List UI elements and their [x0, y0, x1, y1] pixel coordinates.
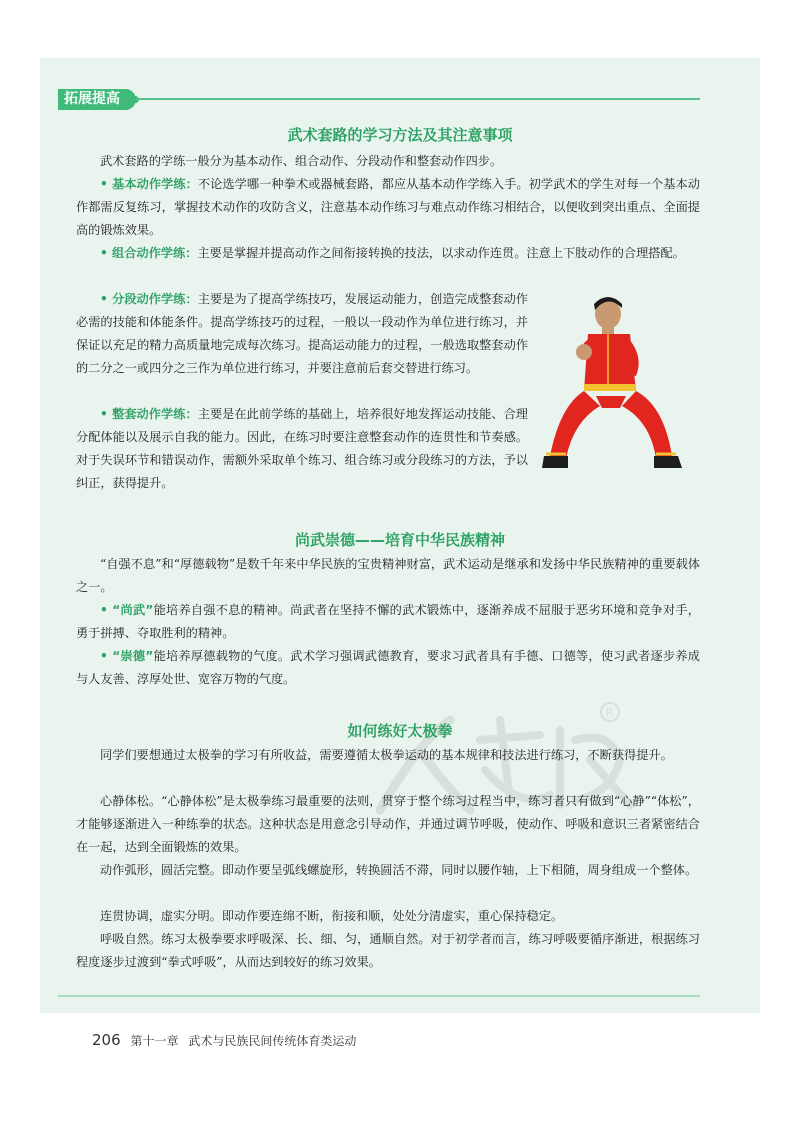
- item-text: 不论选学哪一种拳术或器械套路，都应从基本动作学练入手。初学武术的学生对每一个基本动作都需反复练习，掌握技术动作的攻防含义，注意基本动作练习与难点动作练习相结合，以便收到突出重点、全面提高的锻炼效果。: [76, 177, 700, 237]
- tag-divider: [136, 98, 700, 100]
- item-chongde: [76, 645, 700, 691]
- item-lead: • 分段动作学练：: [100, 292, 198, 306]
- taiji-tip-3: 连贯协调，虚实分明。即动作要连绵不断，衔接和顺，处处分清虚实，重心保持稳定。: [100, 909, 564, 923]
- svg-text:R: R: [606, 706, 614, 719]
- taiji-tip-4: 呼吸自然。练习太极拳要求呼吸深、长、细、匀，通顺自然。对于初学者而言，练习呼吸要循序渐进，根据练习程度逐步过渡到“拳式呼吸”，从而达到较好的练习效果。: [76, 932, 700, 969]
- item-lead: • 整套动作学练：: [100, 407, 198, 421]
- item-combination-movements: [76, 242, 700, 265]
- section-2-intro: “自强不息”和“厚德载物”是数千年来中华民族的宝贵精神财富，武术运动是继承和发扬中华民族精神的重要载体之一。: [76, 557, 700, 594]
- item-segment-movements: [76, 288, 528, 380]
- item-lead: • “崇德”: [100, 649, 154, 663]
- item-lead: • “尚武”: [100, 603, 154, 617]
- item-text: 能培养厚德载物的气度。武术学习强调武德教育，要求习武者具有手德、口德等，使习武者逐步养成与人友善、淳厚处世、宽容万物的气度。: [76, 649, 700, 686]
- panel-bottom-divider: [58, 995, 700, 997]
- section-1-intro: 武术套路的学练一般分为基本动作、组合动作、分段动作和整套动作四步。: [100, 154, 503, 168]
- item-text: 主要是为了提高学练技巧，发展运动能力，创造完成整套动作必需的技能和体能条件。提高学练技巧的过程，一般以一段动作为单位进行练习，并保证以充足的精力高质量地完成每次练习。提高运动能力的过程，一般选取整套动作的二分之一或四分之三作为单位进行练习，并要注意前后套交替进行练习。: [76, 292, 528, 375]
- item-text: 主要是掌握并提高动作之间衔接转换的技法，以求动作连贯。注意上下肢动作的合理搭配。: [197, 246, 685, 260]
- section-tag: 拓展提高: [58, 89, 136, 110]
- taiji-tip-1: 心静体松。“心静体松”是太极拳练习最重要的法则，贯穿于整个练习过程当中，练习者只有做到“心静”“体松”，才能够逐渐进入一种练拳的状态。这种状态是用意念引导动作，并通过调节呼吸，使动作、呼吸和意识三者紧密结合在一起，达到全面锻炼的效果。: [76, 794, 700, 854]
- section-3-title: 如何练好太极拳: [347, 722, 453, 740]
- item-text: 主要是在此前学练的基础上，培养很好地发挥运动技能、合理分配体能以及展示自我的能力。因此，在练习时要注意整套动作的连贯性和节奏感。对于失误环节和错误动作，需额外采取单个练习、组合练习或分段练习的方法，予以纠正，获得提升。: [76, 407, 528, 490]
- page-number: 206: [92, 1031, 121, 1049]
- item-shangwu: [76, 599, 700, 645]
- chapter-title: 武术与民族民间传统体育类运动: [188, 1034, 357, 1048]
- item-text: 能培养自强不息的精神。尚武者在坚持不懈的武术锻炼中，逐渐养成不屈服于恶劣环境和竞争对手，勇于拼搏、夺取胜利的精神。: [76, 603, 700, 640]
- section-3-intro: 同学们要想通过太极拳的学习有所收益，需要遵循太极拳运动的基本规律和技法进行练习，不断获得提升。: [100, 748, 673, 762]
- item-basic-movements: [76, 173, 700, 242]
- section-1-title: 武术套路的学习方法及其注意事项: [287, 126, 513, 144]
- item-lead: • 基本动作学练：: [100, 177, 198, 191]
- page-footer: [92, 1031, 356, 1049]
- chapter-number: 第十一章: [130, 1034, 179, 1048]
- item-lead: • 组合动作学练：: [100, 246, 198, 260]
- taiji-tip-2: 动作弧形，圆活完整。即动作要呈弧线螺旋形，转换圆活不滞，同时以腰作轴，上下相随，周身组成一个整体。: [100, 863, 698, 877]
- section-2-title: 尚武崇德——培育中华民族精神: [294, 531, 505, 549]
- item-full-routine: [76, 403, 528, 495]
- martial-artist-photo: [540, 296, 685, 480]
